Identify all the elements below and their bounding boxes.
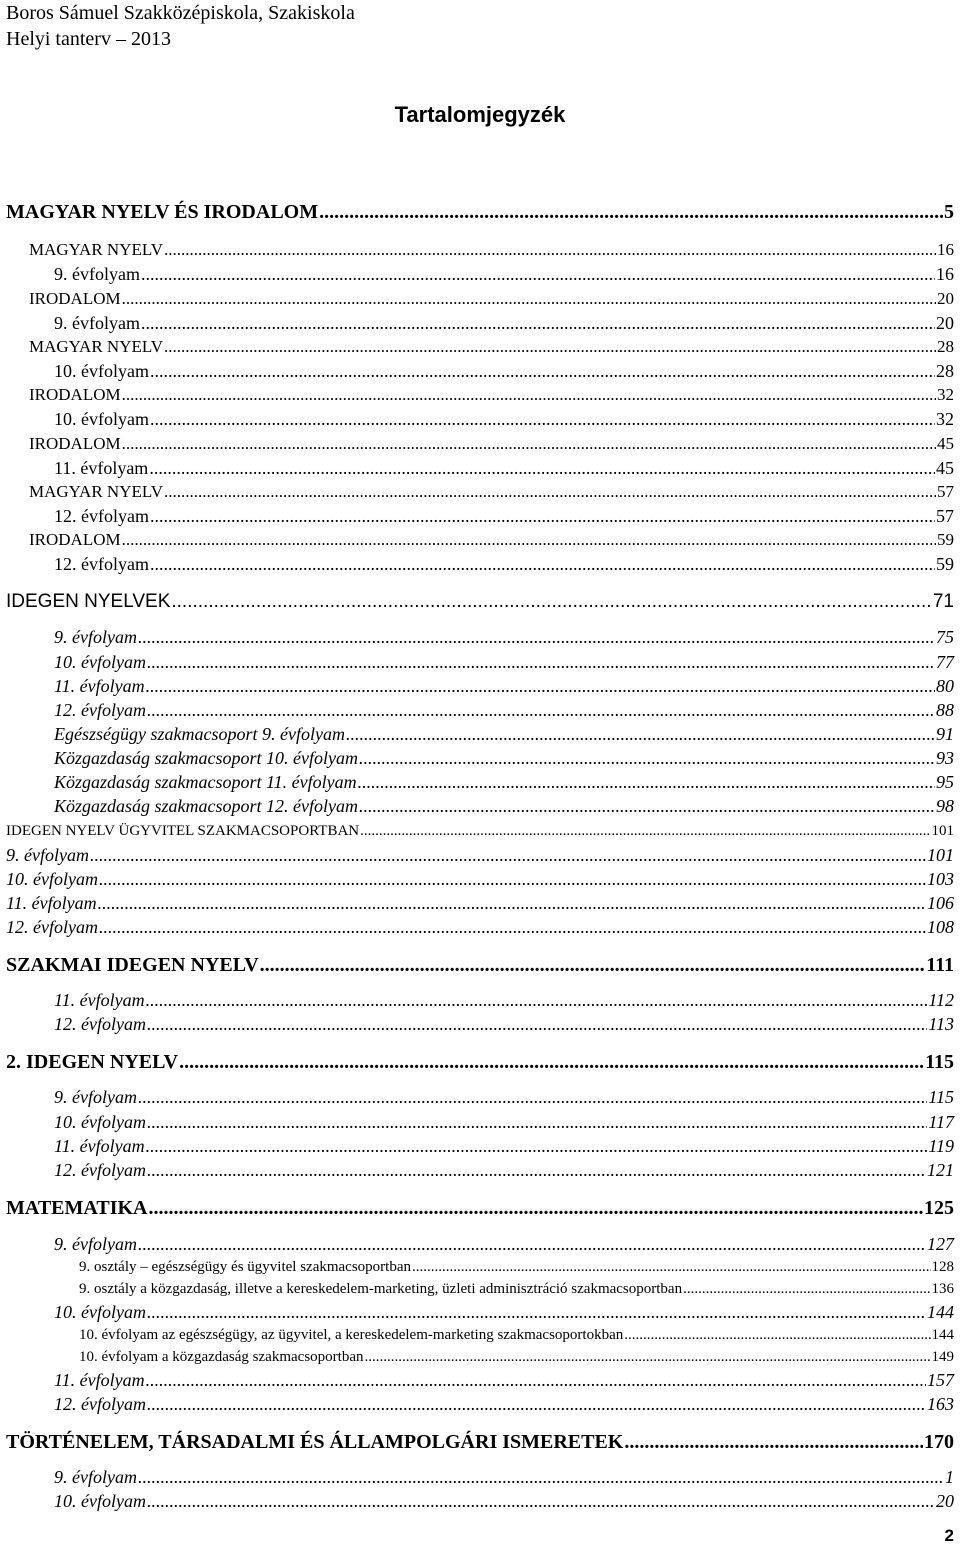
toc-entry-title: 9. osztály – egészségügy és ügyvitel szakmacsoportban	[79, 1259, 411, 1275]
toc-entry-title: IRODALOM	[29, 289, 121, 308]
toc-leader	[141, 263, 935, 285]
toc-leader	[150, 360, 935, 382]
toc-entry-page: 112	[928, 990, 954, 1010]
toc-entry[interactable]	[29, 529, 954, 551]
toc-entry[interactable]	[29, 481, 954, 503]
toc-leader	[122, 288, 936, 310]
toc-entry-title: 10. évfolyam	[54, 409, 149, 429]
toc-entry-page: 136	[931, 1281, 954, 1297]
toc-entry-page: 20	[936, 313, 954, 333]
toc-entry-title: 10. évfolyam	[54, 1302, 146, 1322]
toc-entry-page: 115	[928, 1087, 954, 1107]
toc-entry-page: 93	[936, 748, 954, 768]
toc-leader	[359, 795, 935, 817]
toc-entry-title: MAGYAR NYELV	[29, 240, 163, 259]
toc-entry-page: 28	[936, 361, 954, 381]
toc-leader	[90, 844, 926, 866]
toc-entry-title: 10. évfolyam	[54, 361, 149, 381]
toc-entry-title: 12. évfolyam	[54, 506, 149, 526]
toc-leader	[147, 1159, 926, 1181]
toc-entry-page: 115	[925, 1051, 954, 1073]
toc-entry[interactable]	[54, 263, 954, 285]
toc-entry-title: 2. IDEGEN NYELV	[6, 1051, 179, 1073]
toc-entry-page: 103	[927, 869, 954, 889]
toc-leader	[360, 820, 930, 842]
toc-entry[interactable]	[54, 699, 954, 721]
toc-entry[interactable]	[29, 433, 954, 455]
toc-entry-title: Közgazdaság szakmacsoport 11. évfolyam	[54, 772, 357, 792]
toc-entry-page: 95	[936, 772, 954, 792]
toc-entry-page: 113	[928, 1014, 954, 1034]
toc-entry-page: 127	[927, 1234, 954, 1254]
toc-entry[interactable]	[54, 360, 954, 382]
toc-entry[interactable]	[54, 505, 954, 527]
toc-entry-title: 9. évfolyam	[6, 845, 89, 865]
toc-entry-title: IRODALOM	[29, 530, 121, 549]
toc-leader	[147, 1393, 926, 1415]
toc-entry-page: 128	[931, 1259, 954, 1275]
toc-leader	[164, 239, 936, 261]
toc-leader	[98, 892, 926, 914]
toc-entry-title: 9. évfolyam	[54, 627, 137, 647]
toc-entry-title: 12. évfolyam	[54, 700, 146, 720]
toc-entry-title: IDEGEN NYELVEK	[6, 591, 171, 612]
toc-entry-title: 10. évfolyam a közgazdaság szakmacsoportban	[79, 1349, 364, 1365]
toc-leader	[171, 590, 931, 614]
toc-entry-page: 106	[927, 893, 954, 913]
toc-leader	[138, 626, 935, 648]
toc-leader	[99, 868, 926, 890]
toc-entry-page: 121	[927, 1160, 954, 1180]
toc-leader	[147, 1111, 927, 1133]
toc-leader	[122, 384, 936, 406]
toc-leader	[138, 1233, 926, 1255]
toc-entry-page: 16	[936, 264, 954, 284]
toc-entry[interactable]	[54, 675, 954, 697]
toc-leader	[412, 1257, 931, 1277]
toc-entry[interactable]	[6, 590, 954, 614]
toc-leader	[146, 675, 935, 697]
toc-entry[interactable]	[54, 1159, 954, 1181]
toc-entry-page: 16	[937, 240, 954, 259]
toc-entry-page: 59	[936, 554, 954, 574]
toc-leader	[164, 336, 936, 358]
toc-entry-page: 157	[927, 1370, 954, 1390]
toc-leader	[147, 1013, 927, 1035]
toc-entry-page: 1	[945, 1467, 954, 1487]
toc-entry-page: 117	[928, 1112, 954, 1132]
toc-leader	[146, 989, 928, 1011]
header-curriculum: Helyi tanterv – 2013	[6, 28, 171, 50]
toc-entry[interactable]	[54, 771, 954, 793]
toc-leader	[122, 529, 936, 551]
toc-entry-page: 163	[927, 1394, 954, 1414]
toc-leader	[147, 651, 935, 673]
toc-entry-page: 170	[924, 1431, 954, 1453]
toc-entry[interactable]	[54, 408, 954, 430]
toc-entry[interactable]	[6, 916, 954, 938]
toc-entry[interactable]	[6, 892, 954, 914]
toc-entry-page: 32	[936, 409, 954, 429]
toc-leader	[138, 1466, 944, 1488]
toc-entry-title: MATEMATIKA	[6, 1197, 148, 1219]
toc-entry-title: 12. évfolyam	[54, 554, 149, 574]
toc-entry-title: Közgazdaság szakmacsoport 10. évfolyam	[54, 748, 358, 768]
toc-leader	[149, 457, 935, 479]
toc-entry-page: 101	[931, 823, 954, 839]
toc-entry-page: 32	[937, 385, 954, 404]
toc-entry-title: 9. osztály a közgazdaság, illetve a kereskedelem-marketing, üzleti adminisztráció szakmacsoportban	[79, 1281, 683, 1297]
header-school-name: Boros Sámuel Szakközépiskola, Szakiskola	[6, 2, 355, 24]
toc-leader	[138, 1086, 927, 1108]
toc-leader	[147, 1301, 926, 1323]
toc-entry-title: 9. évfolyam	[54, 264, 140, 284]
toc-entry[interactable]	[54, 1301, 954, 1323]
toc-entry[interactable]	[54, 1369, 954, 1391]
toc-entry[interactable]	[54, 457, 954, 479]
toc-entry-page: 91	[936, 724, 954, 744]
toc-entry-page: 111	[926, 954, 954, 976]
toc-entry-title: 12. évfolyam	[54, 1014, 146, 1034]
toc-entry[interactable]	[6, 1196, 954, 1220]
toc-entry-page: 119	[928, 1136, 954, 1156]
toc-entry[interactable]	[79, 1257, 954, 1277]
toc-entry[interactable]	[6, 1050, 954, 1074]
toc-entry-page: 144	[927, 1302, 954, 1322]
toc-entry-title: 9. évfolyam	[54, 313, 140, 333]
toc-entry[interactable]	[6, 200, 954, 224]
toc-entry[interactable]	[6, 844, 954, 866]
toc-entry-title: 11. évfolyam	[54, 458, 149, 478]
toc-leader	[146, 1369, 926, 1391]
toc-leader	[358, 771, 935, 793]
toc-entry-page: 20	[937, 289, 954, 308]
toc-leader	[147, 699, 935, 721]
toc-leader	[359, 747, 935, 769]
toc-entry-title: 11. évfolyam	[54, 990, 145, 1010]
toc-leader	[179, 1050, 924, 1074]
toc-entry-page: 144	[931, 1327, 954, 1343]
toc-leader	[683, 1279, 930, 1299]
toc-leader	[141, 312, 935, 334]
toc-entry-page: 45	[937, 434, 954, 453]
toc-leader	[150, 553, 935, 575]
toc-entry-title: 9. évfolyam	[54, 1467, 137, 1487]
toc-entry[interactable]	[54, 747, 954, 769]
toc-leader	[146, 1135, 928, 1157]
toc-entry-page: 28	[937, 337, 954, 356]
toc-entry-page: 5	[944, 201, 954, 223]
toc-leader	[99, 916, 926, 938]
toc-entry[interactable]	[54, 795, 954, 817]
toc-entry[interactable]	[54, 1233, 954, 1255]
toc-entry-page: 149	[931, 1349, 954, 1365]
toc-entry[interactable]	[6, 820, 954, 842]
toc-entry-title: IRODALOM	[29, 385, 121, 404]
toc-entry-title: 11. évfolyam	[54, 676, 145, 696]
toc-entry-title: MAGYAR NYELV ÉS IRODALOM	[6, 201, 319, 223]
toc-entry[interactable]	[29, 336, 954, 358]
toc-entry-page: 59	[937, 530, 954, 549]
toc-entry[interactable]	[54, 1013, 954, 1035]
toc-entry-page: 77	[936, 652, 954, 672]
toc-leader	[164, 481, 936, 503]
toc-entry[interactable]	[54, 626, 954, 648]
toc-leader	[148, 1196, 923, 1220]
toc-entry-title: 10. évfolyam	[54, 1112, 146, 1132]
toc-entry[interactable]	[54, 553, 954, 575]
page-title: Tartalomjegyzék	[394, 102, 566, 127]
toc-leader	[150, 408, 935, 430]
toc-entry-title: 11. évfolyam	[54, 1370, 145, 1390]
toc-entry[interactable]	[79, 1325, 954, 1345]
toc-entry-page: 20	[936, 1491, 954, 1511]
toc-leader	[122, 433, 936, 455]
toc-entry-page: 88	[936, 700, 954, 720]
toc-entry[interactable]	[54, 723, 954, 745]
toc-entry-title: SZAKMAI IDEGEN NYELV	[6, 954, 259, 976]
toc-entry[interactable]	[29, 384, 954, 406]
toc-entry-page: 57	[937, 482, 954, 501]
toc-entry-title: 10. évfolyam	[6, 869, 98, 889]
toc-entry-page: 71	[932, 591, 954, 612]
toc-entry[interactable]	[54, 1086, 954, 1108]
toc-entry-title: 12. évfolyam	[54, 1160, 146, 1180]
toc-leader	[260, 953, 926, 977]
toc-entry[interactable]	[54, 651, 954, 673]
toc-entry[interactable]	[6, 868, 954, 890]
toc-entry-title: 10. évfolyam az egészségügy, az ügyvitel, a kereskedelem-marketing szakmacsoportokban	[79, 1327, 624, 1343]
toc-leader	[150, 505, 935, 527]
toc-entry-title: TÖRTÉNELEM, TÁRSADALMI ÉS ÁLLAMPOLGÁRI ISMERETEK	[6, 1431, 624, 1453]
toc-entry-title: 11. évfolyam	[6, 893, 97, 913]
toc-entry-title: MAGYAR NYELV	[29, 337, 163, 356]
toc-entry[interactable]	[29, 239, 954, 261]
toc-entry[interactable]	[54, 1490, 954, 1512]
toc-entry-page: 108	[927, 917, 954, 937]
toc-entry-title: 12. évfolyam	[6, 917, 98, 937]
toc-entry-title: Egészségügy szakmacsoport 9. évfolyam	[54, 724, 345, 744]
toc-entry[interactable]	[54, 1111, 954, 1133]
toc-entry[interactable]	[54, 312, 954, 334]
toc-entry-page: 101	[927, 845, 954, 865]
toc-leader	[624, 1325, 930, 1345]
toc-leader	[346, 723, 935, 745]
toc-entry-title: IDEGEN NYELV ÜGYVITEL SZAKMACSOPORTBAN	[6, 823, 360, 839]
toc-entry-title: IRODALOM	[29, 434, 121, 453]
toc-entry[interactable]	[6, 1430, 954, 1454]
toc-entry-page: 57	[936, 506, 954, 526]
toc-leader	[364, 1347, 930, 1367]
toc-entry-title: 11. évfolyam	[54, 1136, 145, 1156]
toc-entry-page: 98	[936, 796, 954, 816]
toc-entry-page: 75	[936, 627, 954, 647]
toc-entry[interactable]	[79, 1279, 954, 1299]
toc-entry[interactable]	[79, 1347, 954, 1367]
toc-entry-title: 9. évfolyam	[54, 1234, 137, 1254]
toc-entry-page: 125	[924, 1197, 954, 1219]
toc-entry-title: 9. évfolyam	[54, 1087, 137, 1107]
toc-entry-title: Közgazdaság szakmacsoport 12. évfolyam	[54, 796, 358, 816]
toc-entry[interactable]	[54, 989, 954, 1011]
toc-leader	[319, 200, 943, 224]
toc-entry-page: 45	[936, 458, 954, 478]
toc-entry[interactable]	[6, 953, 954, 977]
toc-leader	[624, 1430, 923, 1454]
toc-entry-title: MAGYAR NYELV	[29, 482, 163, 501]
toc-leader	[147, 1490, 935, 1512]
toc-entry-page: 80	[936, 676, 954, 696]
toc-entry[interactable]	[54, 1393, 954, 1415]
toc-entry[interactable]	[29, 288, 954, 310]
toc-entry-title: 12. évfolyam	[54, 1394, 146, 1414]
toc-entry-title: 10. évfolyam	[54, 652, 146, 672]
page-number: 2	[944, 1526, 954, 1545]
toc-entry[interactable]	[54, 1135, 954, 1157]
toc-entry-title: 10. évfolyam	[54, 1491, 146, 1511]
toc-entry[interactable]	[54, 1466, 954, 1488]
